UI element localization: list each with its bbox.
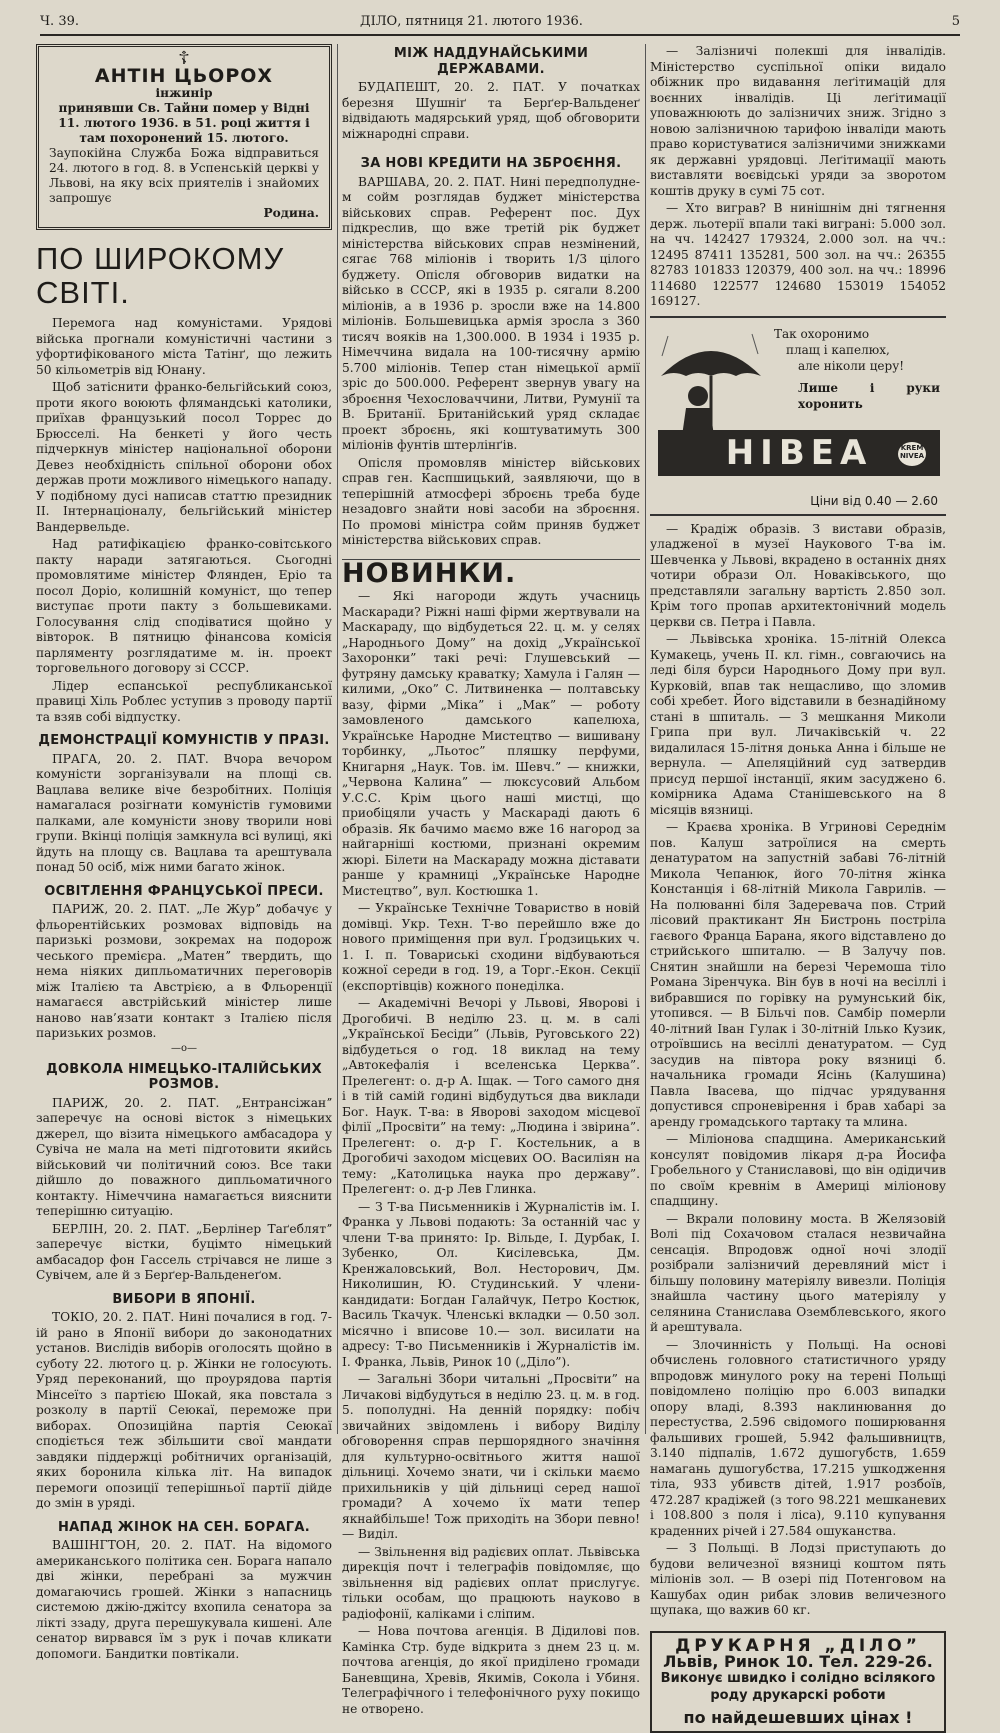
ad-address: Львів, Ринок 10. Тел. 229-26. — [656, 1654, 940, 1670]
ad-text: але ніколи церу! — [798, 358, 940, 374]
article-paragraph: Щоб затіснити франко-бельгійський союз, проти якого воюють флямандські католики, приїхав французький посол Торрес до Брюсселі. На бенкеті у його честь підчеркнув міністер національної оборони Девез необхідність спільної оборони обох держав проти можливого німецького нападу. У подібному дусі написав статтю президник II. Інтернаціоналу, бельгійський міністер Вандервельде. — [36, 380, 332, 535]
news-item: — Злочинність у Польщі. На основі обчислень головного статистичного уряду впродовж минулого року на терені Польщі повідомлено поліцію про 6.003 випадки опору владі, 8.393 наклинювання до перестуства, 2.596 свідомого поширювання фальшивих грошей, 5.942 фальшивництв, 3.140 підпалів, 1.672 душогубств, 1.659 намагань душогубства, 17.215 ушкодження тіла, 933 убивств дітей, 1.917 розбоїв, 472.287 крадіжей (з того 98.221 мешканевих і 108.800 з поля і ліса), 9.110 купування краденних річей і 27.584 ошуканства. — [650, 1338, 946, 1540]
article-headline: ДОВКОЛА НІМЕЦЬКО-ІТАЛІЙСЬКИХ РОЗМОВ. — [36, 1062, 332, 1093]
column-left — [36, 44, 332, 1664]
news-item: — Які нагороди ждуть учасниць Маскаради? Ріжні наші фірми жертвували на Маскараду, що відбудеться 22. ц. м. у селях „Народнього Дому” на дохід „Української Захоронки” такі речі: Глушевський — футряну дамську краватку; Хамула і Галян — килими, „Око” С. Литвиненка — полтавську вазу, фірми „Міка” і „Мак” — роботу замовленого дамського капелюха, Українське Народне Мистецтво — вишивану торбинку, „Льотос” пляшку перфуми, Книгарня „Наук. Тов. ім. Шевч.” — книжки, „Червона Калина” — люксусовий Альбом У.С.С. Крім цього наші мистці, що приобіцяли участь у Маскараді дають 6 образів. Як бачимо маємо вже 16 нагород за найгарніші костюми, признані окремим жюрі. Білети на Маскараду можна діставати ранше у крамниці „Українське Народне Мистецтво”, вул. Костюшка 1. — [342, 589, 640, 899]
separator: —o— — [36, 1044, 332, 1054]
article-paragraph: ПРАГА, 20. 2. ПАТ. Вчора вечором комуністи зорганізували на площі св. Вацлава велике віче безробітних. Поліція намагалася розігнати комуністів гумовими палками, але комуністи знову творили нові групи. Вкінці поліція замкнула всі вулиці, які йдуть на площу св. Вацлава та арештувала понад 50 осіб, між ними багато жінок. — [36, 752, 332, 876]
news-item: — Звільнення від радієвих оплат. Львівська дирекція почт і телеграфів повідомляє, що звільнення від радієвих оплат прислугує. тільки особам, що працюють науково в радіофонії, каліками і сліпим. — [342, 1545, 640, 1623]
article-headline: ЗА НОВІ КРЕДИТИ НА ЗБРОЄННЯ. — [342, 156, 640, 172]
article-paragraph: ВАРШАВА, 20. 2. ПАТ. Нині передполуднем сойм розглядав буджет міністерства військових справ. Референт пос. Дух підкреслив, що вже третій рік буджет міністерства військових справ незмінений, сягає 768 міліонів і творить 1/3 цілого буджету. Опісля обговорив видатки на військо в СССР, які в 1935 р. сягали 8.200 міліонів, а в 1936 р. зросли вже на 14.800 міліонів. Большевицька армія зросла з 360 тисяч вояків на 1,300.000. В 1934 і 1935 р. Німеччина видала на 100-тисячну армію 5.700 міліонів. Тепер стан німецької армії зріс до 500.000. Референт звернув увагу на зброєння Чехословаччини, Литви, Румунії та В. Британії. Британійський уряд складає проект зброєнь, які коштуватимуть 300 міліонів фунтів штерлінґів. — [342, 175, 640, 454]
column-right — [650, 44, 946, 1733]
news-item: — Хто виграв? В нинішнім дні тягнення держ. льотерії впали такі виграні: 5.000 зол. на чч. 142427 179324, 2.000 зол. на чч.: 12495 87411 135281, 500 зол. на чч.: 26355 82783 101833 120379, 400 зол. на чч.: 18996 114680 122577 124680 153019 154052 169127. — [650, 201, 946, 310]
ad-text: Так охоронимо — [774, 326, 940, 342]
news-item: — Львівська хроніка. 15-літній Олекса Кумакець, учень II. кл. гімн., совгаючись на леді біля бурси Народнього Дому при вул. Курковій, впав так нещасливо, що зломив собі хребет. Його відставили в безнадійному стані в шпиталь. — З мешкання Миколи Грипа при вул. Личаківській ч. 22 видалилася 15-літня донька Анна і більше не вернула. — Апеляційний суд затвердив присуд першої інстанції, яким засуджено 6. комірника Адама Станішевського на 8 місяців вязниці. — [650, 632, 946, 818]
news-item: — Краєва хроніка. В Угринові Середнім пов. Калуш затроїлися на смерть денатуратом на запустній забаві 76-літній Микола Чепанюк, його 70-літня жінка Констанція і 68-літній Микола Гаврилів. — На полюванні біля Задеревача пов. Стрий лісовий практикант Ян Бистронь постріла гаєвого Франца Барана, якого відставлено до стрийського шпиталю. — В Залучу пов. Снятин знайшли на березі Черемоша тіло Романа Зіренчука. Він був в ночі на весіллі і вибравшися по горівку на румунський бік, утопився. — В Більчі пов. Самбір померли 40-літний Іван Гулак і 30-літній Ілько Кузик, отроївшись на весіллі денатуратом. — Суд засудив на півтора року вязниці б. начальника громади Ясінь (Калушина) Павла Івасева, що підчас урядування допустився спроневірення і брав хабарі за аренду громадського тартаку та млина. — [650, 820, 946, 1130]
article-paragraph: Опісля промовляв міністер військових справ ген. Каспшицький, заявляючи, що в теперішній атмосфері зброєнь треба буде незадовго знайти нові засоби на зброєння. По промові міністра сойм приняв буджет міністерства військових справ. — [342, 456, 640, 549]
article-paragraph: БЕРЛІН, 20. 2. ПАТ. „Берлінер Таґеблятˮ заперечує вістки, буцімто німецький амбасадор фон Гассель стрічався не лише з Сувічем, але й з Берґер-Вальденеґом. — [36, 1222, 332, 1284]
article-paragraph: ТОКІО, 20. 2. ПАТ. Нині почалися в год. 7-ій рано в Японії вибори до законодатних установ. Вислідів виборів оголосять щойно в суботу 22. лютого ц. р. Жінки не голосують. Уряд переконаний, що проурядова партія Мінсеїто з партією Шокай, яка повстала з розколу в партії Сеюкаї, переможе при виборах. Опозиційна партія Сеюкаї сподіється теж збільшити свої мандати завдяки піддержці робітничих організацій, яких боронила кілька літ. На випадок перемоги опозиції теперішньої партії дійде до змін в уряді. — [36, 1310, 332, 1512]
article-headline: МІЖ НАДДУНАЙСЬКИМИ ДЕРЖАВАМИ. — [342, 46, 640, 77]
news-item: — Академічні Вечорі у Львові, Яворові і Дрогобичі. В неділю 23. ц. м. в салі „Української Бесіди” (Львів, Руговського 22) відбудеться о год. 18 виклад на тему „Автокефалія і вселенська Церква”. Прелегент: о. д-р А. Іщак. — Того самого дня і в тій самій годині відбудуться два виклади Бог. Наук. Т-ва: в Яворові заходом місцевої філії „Просвіти” на тему: „Людина і звірина”. Прелегент: о. д-р Г. Костельник, а в Дрогобичі заходом місцевих ОО. Василіян на тему: „Католицька наука про державу”. Прелегент: о. д-р Лев Глинка. — [342, 996, 640, 1198]
obituary-role: інжинір — [49, 86, 319, 101]
rubric-title: НОВИНКИ. — [342, 559, 640, 582]
article-headline: НАПАД ЖІНОК НА СЕН. БОРАГА. — [36, 1520, 332, 1536]
news-item: — Нова почтова агенція. В Дідилові пов. Камінка Стр. буде відкрита з днем 23 ц. м. почтова агенція, до якої приділено громади Баневщина, Хревів, Якимів, Сокола і Убиня. Телеграфічного і телефонічного руху покищо не отворено. — [342, 1624, 640, 1717]
umbrella-figure-icon — [656, 326, 766, 436]
obituary-text: принявши Св. Тайни помер у Відні 11. лютого 1936. в 51. році життя і там похоронений 15. лютого. — [49, 101, 319, 146]
article-paragraph: БУДАПЕШТ, 20. 2. ПАТ. У початках березня Шушніґ та Берґер-Вальденеґ відвідають мадярський уряд, щоб обговорити міжнародні справи. — [342, 80, 640, 142]
column-middle — [342, 44, 640, 1719]
article-headline: ВИБОРИ В ЯПОНІЇ. — [36, 1292, 332, 1308]
ad-price: Ціни від 0.40 — 2.60 — [810, 494, 938, 510]
brand-name: НІВЕА — [726, 433, 873, 473]
tin-label: KREM NIVEA — [898, 442, 926, 466]
ad-text: Виконує швидко і солідно всілякого — [656, 1670, 940, 1687]
page-number: 5 — [952, 14, 960, 29]
nivea-advertisement — [650, 316, 946, 516]
news-item: — З Т-ва Письменників і Журналістів ім. І. Франка у Львові подають: За останній час у члени Т-ва принято: Ір. Вільде, І. Дурбак, І. Зубенко, Ол. Кисілевська, Дм. Кренжаловський, Вол. Несторович, Дм. Николишин, Ю. Студинський. У члени-кандидати: Богдан Галайчук, Петро Костюк, Василь Ткачук. Членські вкладки — 0.50 зол. місячно і вписове 10.— зол. висилати на адресу: Т-во Письменників і Журналістів ім. І. Франка, Львів, Ринок 10 („Діло”). — [342, 1200, 640, 1371]
article-paragraph: Перемога над комуністами. Урядові війська прогнали комуністичні частини з уфортифікованого міста Татінґ, що лежить 50 кільометрів від Юнану. — [36, 316, 332, 378]
news-item: — Крадіж образів. З вистави образів, уладженої в музеї Наукового Т-ва ім. Шевченка у Львові, вкрадено в останніх днях чотири образи Ол. Новаківського, що представляли загальну вартість 2.850 зол. Крім того пропав архитектонічний модель церкви св. Петра і Павла. — [650, 522, 946, 631]
ad-text: Лише і руки хоронить — [798, 380, 940, 412]
column-rule — [337, 44, 338, 1434]
news-item: — Залізничі полекші для інвалідів. Міністерство суспільної опіки видало обіжник про видавання леґітимацій для воєнних інвалідів. Ці леґітимації уповажнюють до залізничих зниж. Згідно з новою залізничною тарифою інваліди мають право користуватися залізничими знижками як державні урядовці. Леґітимації мають виставляти воєвідські уряди за зворотом коштів друку в сумі 75 сот. — [650, 44, 946, 199]
news-item: — Вкрали половину моста. В Желязовій Волі під Сохачовом сталася незвичайна сенсація. Впродовж одної ночі злодії розібрали залізничий деревляний міст і більшу половину матеріялу вивезли. Поліція знайшла частину цього матеріялу у селянина Станислава Оземблевського, якого й арештувала. — [650, 1212, 946, 1336]
rubric-title: ПО ШИРОКОМУ СВІТІ. — [36, 242, 332, 310]
obituary-service: Заупокійна Служба Божа відправиться 24. лютого в год. 8. в Успенській церкві у Львові, на яку всіх приятелів і знайомих запрошує — [49, 146, 319, 206]
article-headline: ОСВІТЛЕННЯ ФРАНЦУСЬКОЇ ПРЕСИ. — [36, 884, 332, 900]
paper-dateline: ДІЛО, пятниця 21. лютого 1936. — [360, 14, 583, 29]
news-item: — Українське Технічне Товариство в новій домівці. Укр. Техн. Т-во перейшло вже до нового приміщення при вул. Ґродзицьких ч. 1. І. п. Товариські сходини відбуваються кожної середи в год. 19, а Торг.-Екон. Секції (експортівців) кожного понеділка. — [342, 901, 640, 994]
ad-text: роду друкарскі роботи — [656, 1687, 940, 1704]
nivea-brand-band — [658, 430, 940, 476]
article-paragraph: ВАШІНГТОН, 20. 2. ПАТ. На відомого американського політика сен. Борага напало дві жінки, перебрані за мужчин домагаючись грошей. Жінки з напасниць системою джію-джітсу вхопила сенатора за лікті ззаду, друга перешукувала кишені. Але сенатор вирвався їм з рук і почав кликати допомоги. Бандитки повтікали. — [36, 1538, 332, 1662]
news-item: — З Польщі. В Лодзі приступають до будови величезної вязниці коштом пять міліонів зол. — В озері під Потенговом на Кашубах один рибак зловив величезного щупака, що важив 60 кг. — [650, 1541, 946, 1619]
cross-icon: ☦ — [49, 51, 319, 67]
obituary-box — [36, 44, 332, 230]
article-paragraph: Лідер еспанської республиканської правиці Хіль Роблес уступив з проводу партії та взяв собі відпустку. — [36, 679, 332, 726]
news-item: — Загальні Збори читальні „Просвіти” на Личакові відбудуться в неділю 23. ц. м. в год. 5. пополудні. На денній порядку: побіч звичайних звідомлень і вибору Виділу обговорення справ першорядного значіння для культурно-освітнього життя нашої дільниці. Хочемо знати, чи і скільки маємо прихильників у цій дільниці серед нашої громади? А хочемо їх мати тепер якнайбільше! Тож приходіть на Збори певно! — Виділ. — [342, 1372, 640, 1543]
obituary-signature: Родина. — [49, 206, 319, 221]
news-item: — Міліонова спадщина. Американський консулят повідомив лікаря д-ра Йосифа Гробельного у Станиславові, що він одідичив по своїм кревнім в Америці міліонову спадщину. — [650, 1132, 946, 1210]
printing-house-ad — [650, 1631, 946, 1733]
article-paragraph: ПАРИЖ, 20. 2. ПАТ. „Ентрансіжанˮ заперечує на основі вісток з німецьких джерел, що візита німецького амбасадора у Сувіча не мала на меті підготовити якийсь військовий чи політичний союз. Все таки дійшло до поважного дипльоматичного контакту. Німеччина намагається вияснити теперішню ситуацію. — [36, 1096, 332, 1220]
ad-slogan: по найдешевших цінах ! — [656, 1710, 940, 1726]
obituary-name: АНТІН ЦЬОРОХ — [49, 69, 319, 84]
ad-title: ДРУКАРНЯ „ДІЛО” — [656, 1639, 940, 1655]
article-headline: ДЕМОНСТРАЦІЇ КОМУНІСТІВ У ПРАЗІ. — [36, 733, 332, 749]
column-rule — [645, 44, 646, 1434]
page-header — [40, 10, 960, 36]
article-paragraph: Над ратифікацією франко-совітського пакту наради затягаються. Сьогодні промовлятиме міністер Флянден, Еріо та посол Доріо, колишній комуніст, що тепер виступає проти пакту з большевиками. Голосування слід сподіватися щойно у вівторок. В пятницю фінансова комісія парляменту розглядатиме м. ін. проект торговельного договору зі СССР. — [36, 537, 332, 677]
article-paragraph: ПАРИЖ, 20. 2. ПАТ. „Ле Журˮ добачує у фльорентійських розмовах відповідь на паризькі розмови, зокремах на подорож чеського премієра. „Матенˮ твердить, що нема ніяких дипльоматичних переговорів між Італією та Австрією, а в Фльоренції намагаєся австрійський міністер лише наново нав’язати контакт з Італією після паризьких розмов. — [36, 902, 332, 1042]
ad-text: плащ і капелюх, — [786, 342, 940, 358]
issue-number: Ч. 39. — [40, 14, 79, 29]
